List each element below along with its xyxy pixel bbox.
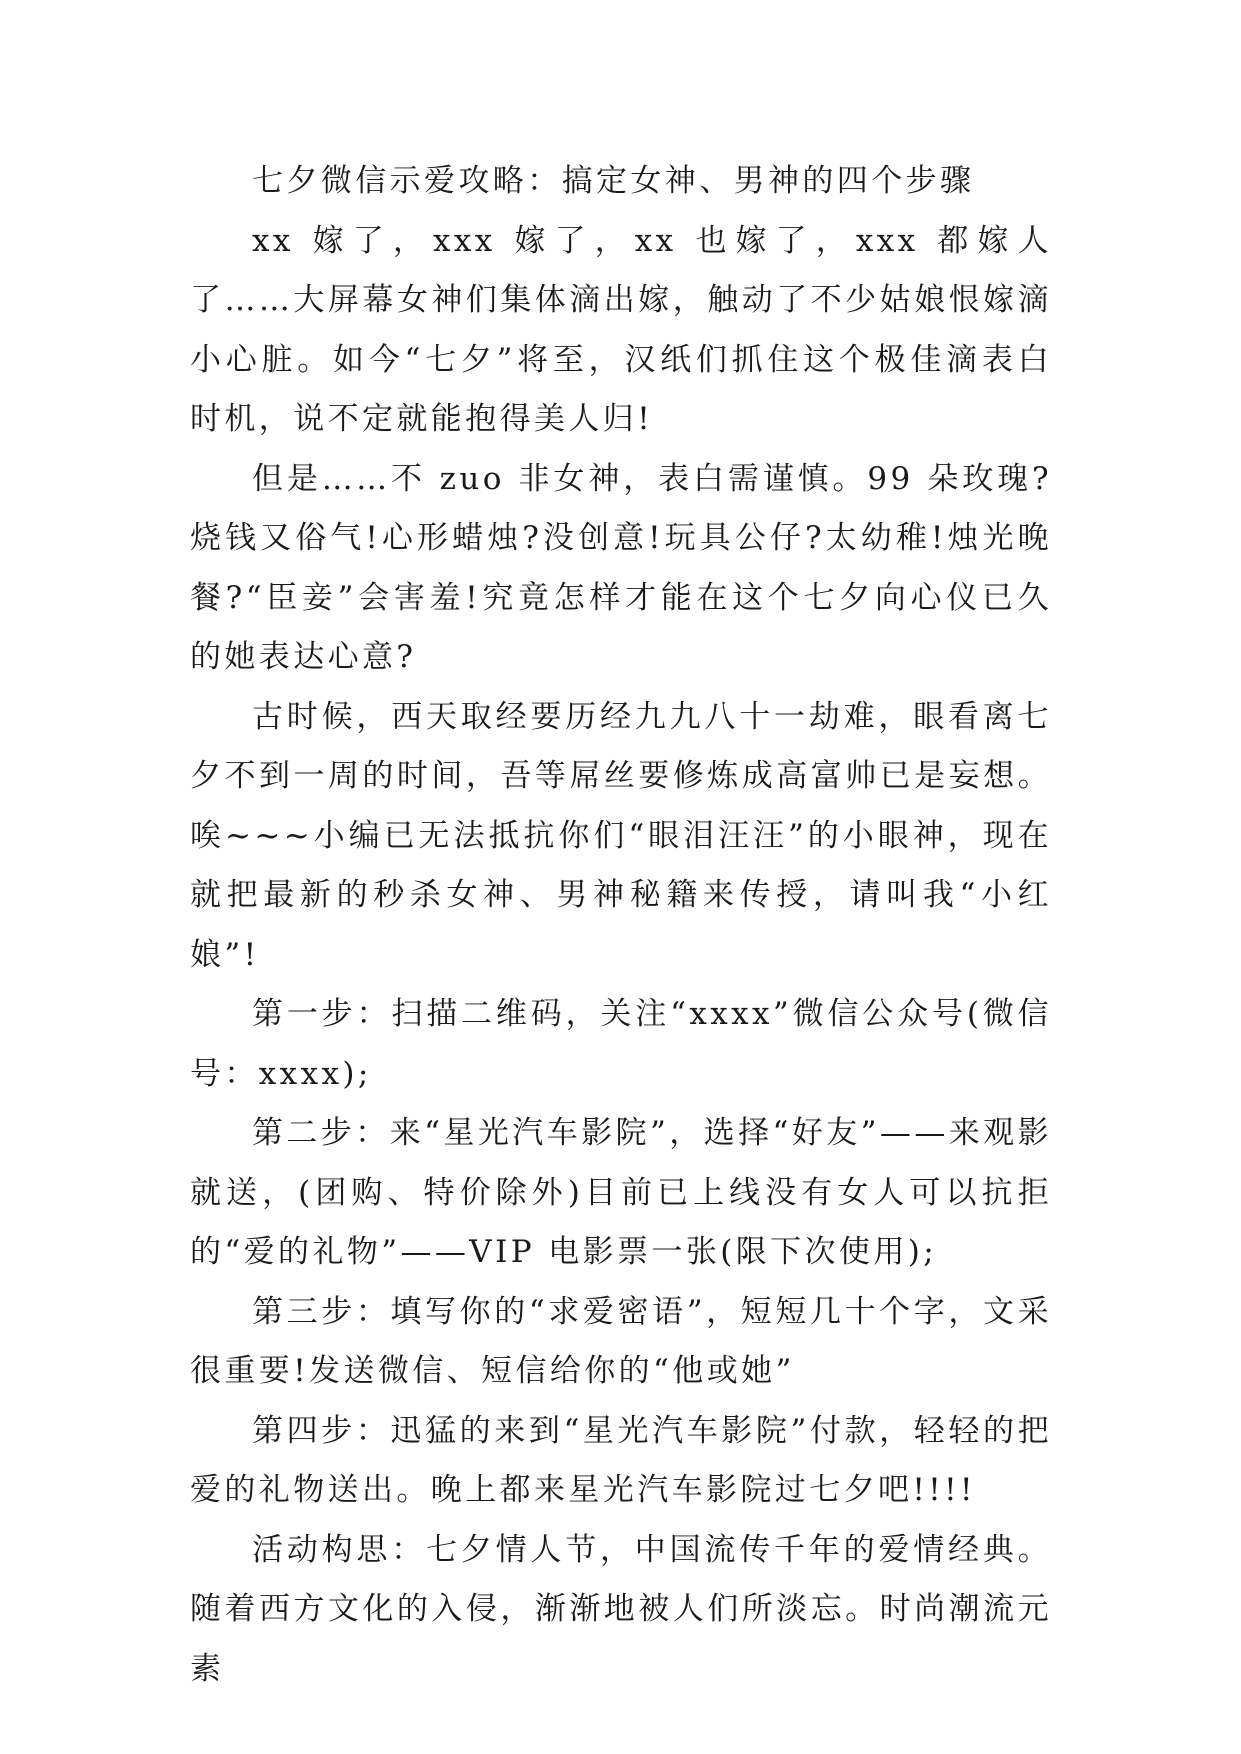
step-one-paragraph: 第一步：扫描二维码，关注“xxxx”微信公众号(微信号：xxxx); (190, 996, 1052, 1092)
question-paragraph: 但是……不 zuo 非女神，表白需谨慎。99 朵玫瑰?烧钱又俗气!心形蜡烛?没创意!玩具公仔?太幼稚!烛光晚餐?“臣妾”会害羞!究竟怎样才能在这个七夕向心仪已久的她表达心意? (190, 460, 1052, 675)
background-paragraph: 古时候，西天取经要历经九九八十一劫难，眼看离七夕不到一周的时间，吾等屌丝要修炼成高富帅已是妄想。唉~~~小编已无法抵抗你们“眼泪汪汪”的小眼神，现在就把最新的秒杀女神、男神秘籍来传授，请叫我“小红娘”! (190, 698, 1052, 973)
activity-concept-paragraph: 活动构思：七夕情人节，中国流传千年的爱情经典。随着西方文化的入侵，渐渐地被人们所淡忘。时尚潮流元素 (190, 1531, 1052, 1687)
intro-paragraph: xx 嫁了，xxx 嫁了，xx 也嫁了，xxx 都嫁人了……大屏幕女神们集体滴出嫁，触动了不少姑娘恨嫁滴小心脏。如今“七夕”将至，汉纸们抓住这个极佳滴表白时机，说不定就能抱得美人归! (190, 222, 1052, 437)
step-three-paragraph: 第三步：填写你的“求爱密语”，短短几十个字，文采很重要!发送微信、短信给你的“他或她” (190, 1293, 1052, 1389)
document-body (190, 152, 1052, 1699)
step-four-paragraph: 第四步：迅猛的来到“星光汽车影院”付款，轻轻的把爱的礼物送出。晚上都来星光汽车影院过七夕吧!!!! (190, 1412, 1052, 1508)
document-title-paragraph: 七夕微信示爱攻略：搞定女神、男神的四个步骤 (252, 163, 975, 199)
step-two-paragraph: 第二步：来“星光汽车影院”，选择“好友”——来观影就送，(团购、特价除外)目前已上线没有女人可以抗拒的“爱的礼物”——VIP 电影票一张(限下次使用); (190, 1115, 1052, 1270)
